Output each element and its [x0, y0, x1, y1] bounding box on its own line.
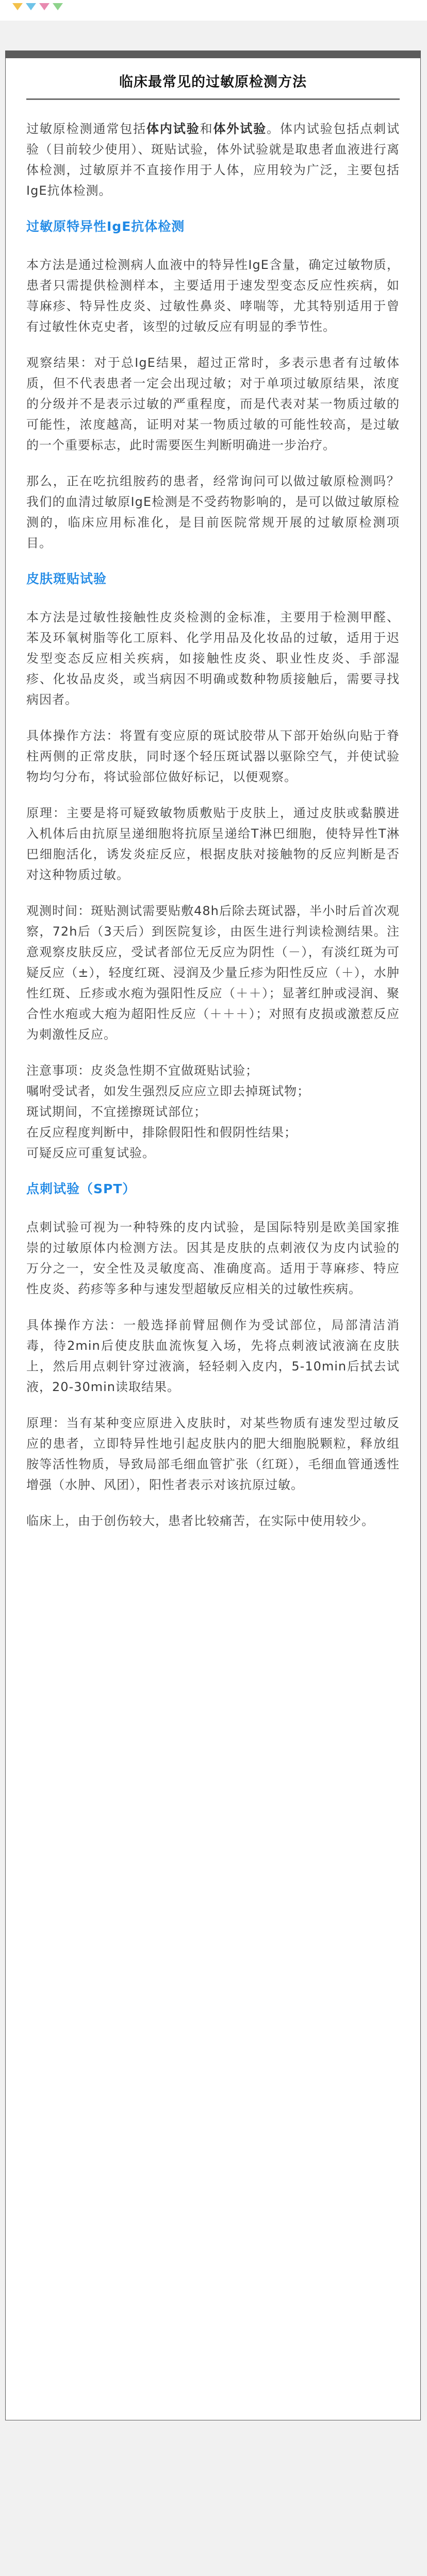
patch-note-4: 在反应程度判断中，排除假阳性和假阴性结果；: [26, 1125, 297, 1140]
article-title: 临床最常见的过敏原检测方法: [119, 74, 307, 90]
card-top-border: [6, 51, 420, 58]
patch-paragraph-1: 本方法是过敏性接触性皮炎检测的金标准，主要用于检测甲醛、苯及环氧树脂等化工原料、化学用品及化妆品的过敏，适用于迟发型变态反应相关疾病，如接触性皮炎、职业性皮炎、手部湿疹、化妆品皮炎，或当病因不明确或数种物质接触后，需要寻找病因者。: [26, 610, 400, 707]
intro-text-2: 和: [200, 122, 213, 136]
top-decoration-bar: [0, 0, 427, 21]
intro-bold-in-vivo: 体内试验: [146, 122, 200, 136]
patch-paragraph-4: 观测时间：斑贴测试需要贴敷48h后除去斑试器，半小时后首次观察，72h后（3天后）到医院复诊，由医生进行判读检测结果。注意观察皮肤反应，受试者部位无反应为阴性（－），有淡红斑为可疑反应（±），轻度红斑、浸润及少量丘疹为阳性反应（＋），水肿性红斑、丘疹或水疱为强阳性反应（＋＋）；显著红肿或浸润、聚合性水疱或大疱为超阳性反应（＋＋＋）；对照有皮损或激惹反应为刺激性反应。: [26, 904, 400, 1042]
title-divider: [26, 98, 400, 100]
intro-text-1: 过敏原检测通常包括: [26, 122, 146, 136]
triangle-yellow-icon: [12, 3, 23, 10]
triangle-green-icon: [53, 3, 63, 10]
page-bottom-background: [0, 2421, 427, 2576]
ige-paragraph-1: 本方法是通过检测病人血液中的特异性IgE含量，确定过敏物质，患者只需提供检测样本，主要适用于速发型变态反应性疾病，如荨麻疹、特异性皮炎、过敏性鼻炎、哮喘等，尤其特别适用于曾有过敏性休克史者，该型的过敏反应有明显的季节性。: [26, 258, 400, 334]
section-heading-ige: 过敏原特异性IgE抗体检测: [26, 219, 185, 234]
article-card: [5, 50, 421, 2420]
triangle-pink-icon: [39, 3, 50, 10]
triangle-blue-icon: [26, 3, 36, 10]
intro-paragraph: [26, 118, 400, 201]
spt-paragraph-3: 原理：当有某种变应原进入皮肤时，对某些物质有速发型过敏反应的患者，立即特异性地引起皮肤内的肥大细胞脱颗粒，释放组胺等活性物质，导致局部毛细血管扩张（红斑），毛细血管通透性增强（水肿、风团），阳性者表示对该抗原过敏。: [26, 1416, 400, 1492]
intro-text-3: 。体内试验包括点刺试验（目前较少使用）、斑贴试验，体外试验就是取患者血液进行离体检测，过敏原并不直接作用于人体，应用较为广泛，主要包括IgE抗体检测。: [26, 122, 400, 198]
section-heading-spt: 点刺试验（SPT）: [26, 1181, 136, 1196]
patch-paragraph-3: 原理：主要是将可疑致敏物质敷贴于皮肤上，通过皮肤或黏膜进入机体后由抗原呈递细胞将抗原呈递给T淋巴细胞，使特异性T淋巴细胞活化，诱发炎症反应，根据皮肤对接触物的反应判断是否对这种物质过敏。: [26, 806, 400, 882]
patch-note-3: 斑试期间，不宜搓擦斑试部位；: [26, 1105, 207, 1119]
spt-paragraph-4: 临床上，由于创伤较大，患者比较痛苦，在实际中使用较少。: [26, 1514, 374, 1528]
patch-note-2: 嘱咐受试者，如发生强烈反应应立即去掉斑试物；: [26, 1084, 310, 1098]
intro-bold-in-vitro: 体外试验: [213, 122, 267, 136]
patch-note-1: 注意事项：皮炎急性期不宜做斑贴试验；: [26, 1063, 258, 1078]
article-content: [26, 58, 400, 1547]
patch-paragraph-2: 具体操作方法：将置有变应原的斑试胶带从下部开始纵向贴于脊柱两侧的正常皮肤，同时逐个轻压斑试器以驱除空气，并使试验物均匀分布，将试验部位做好标记，以便观察。: [26, 728, 400, 784]
ige-paragraph-3: 那么，正在吃抗组胺药的患者，经常询问可以做过敏原检测吗？我们的血清过敏原IgE检测是不受药物影响的，是可以做过敏原检测的，临床应用标准化，是目前医院常规开展的过敏原检测项目。: [26, 474, 400, 550]
section-heading-patch-test: 皮肤斑贴试验: [26, 571, 107, 586]
patch-notes: [26, 1060, 400, 1163]
spt-paragraph-2: 具体操作方法：一般选择前臂屈侧作为受试部位，局部清洁消毒，待2min后使皮肤血流恢复入场，先将点刺液试液滴在皮肤上，然后用点刺针穿过液滴，轻轻刺入皮内，5-10min后拭去试液，20-30min读取结果。: [26, 1318, 400, 1394]
ige-paragraph-2: 观察结果：对于总IgE结果，超过正常时，多表示患者有过敏体质，但不代表患者一定会出现过敏；对于单项过敏原结果，浓度的分级并不是表示过敏的严重程度，而是代表对某一物质过敏的可能性，浓度越高，证明对某一物质过敏的可能性较高，是过敏的一个重要标志，此时需要医生判断明确进一步治疗。: [26, 355, 400, 452]
spt-paragraph-1: 点刺试验可视为一种特殊的皮内试验，是国际特别是欧美国家推崇的过敏原体内检测方法。因其是皮肤的点刺液仅为皮内试验的万分之一，安全性及灵敏度高、准确度高。适用于荨麻疹、特应性皮炎、药疹等多种与速发型超敏反应相关的过敏性疾病。: [26, 1220, 400, 1296]
patch-note-5: 可疑反应可重复试验。: [26, 1146, 155, 1160]
